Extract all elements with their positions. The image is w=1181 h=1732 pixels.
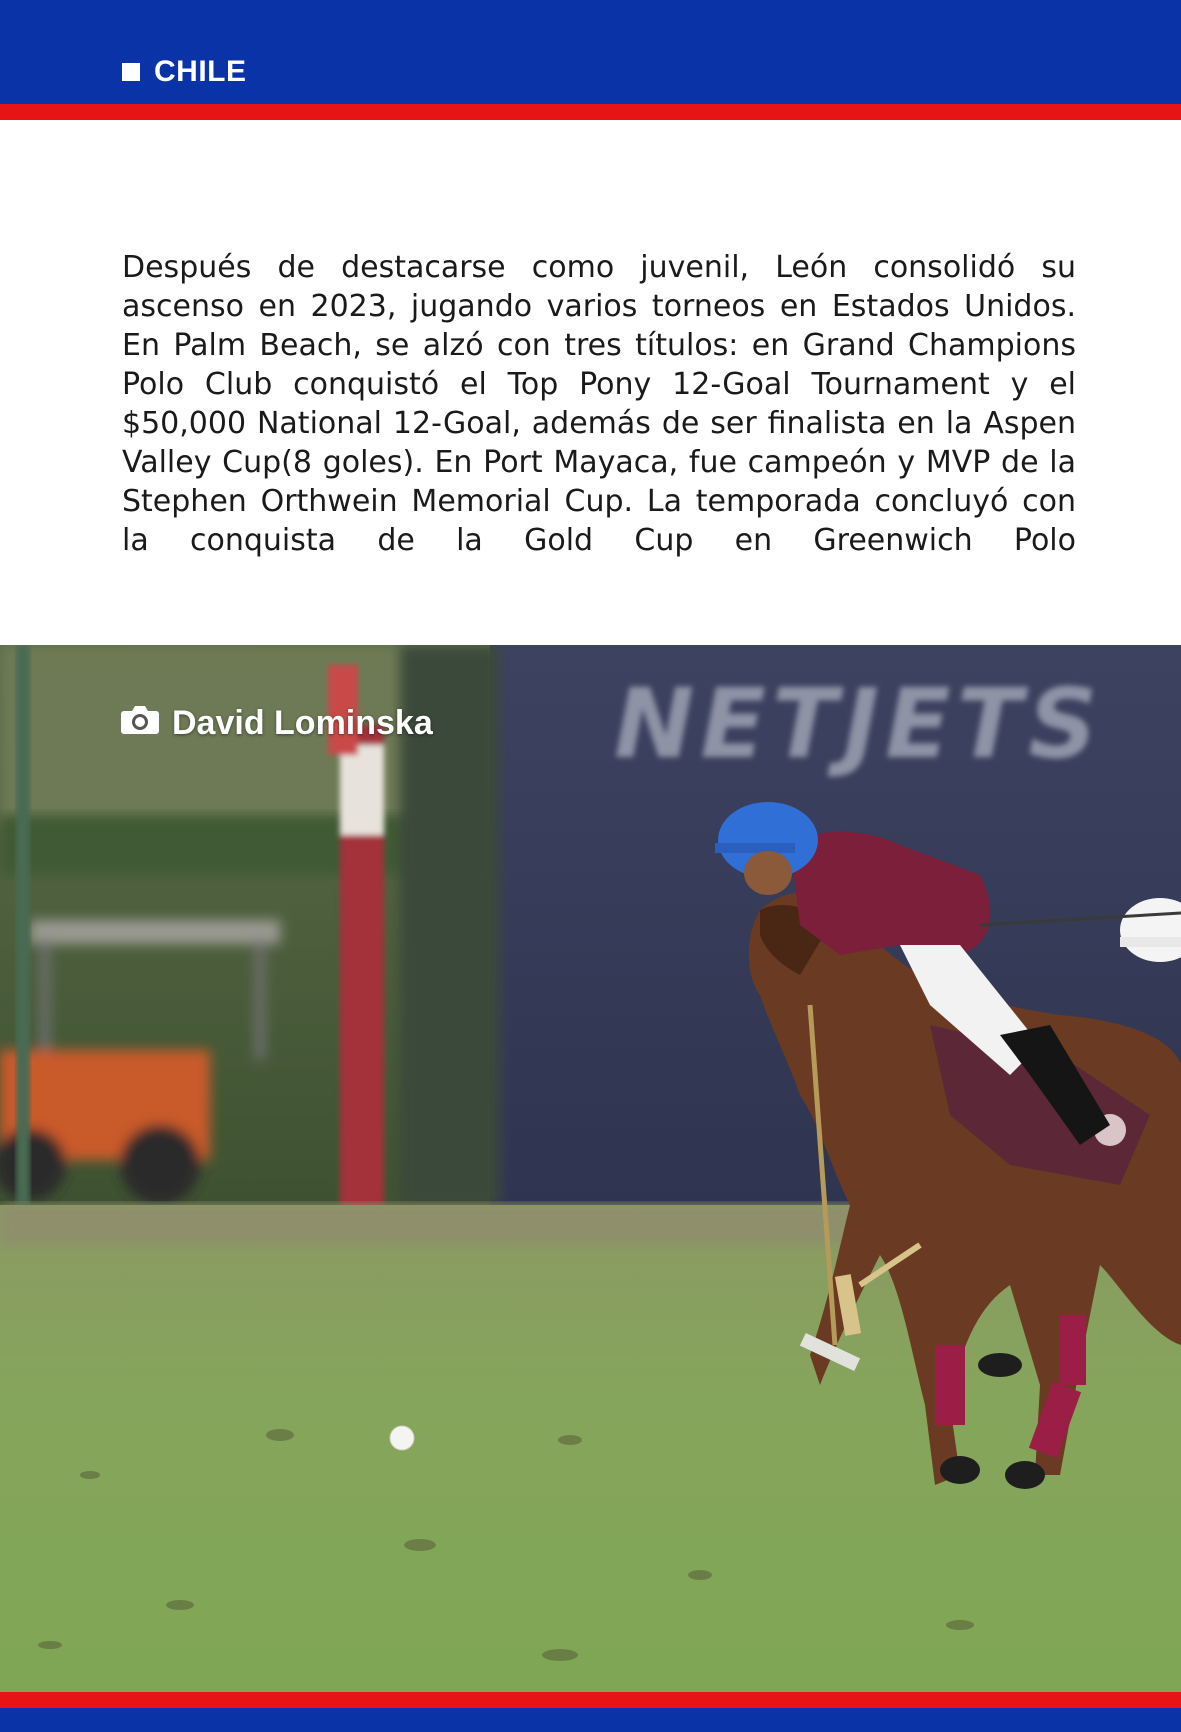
footer-band <box>0 1708 1181 1732</box>
photo-credit <box>120 700 433 746</box>
section-title: CHILE <box>154 55 247 88</box>
article-paragraph: Después de destacarse como juvenil, León consolidó su ascenso en 2023, jugando varios torneos en Estados Unidos. En Palm Beach, se alzó con tres títulos: en Grand Champions Polo Club conquistó el Top Pony 12-Goal Tournament y el $50,000 National 12-Goal, además de ser finalista en la Aspen Valley Cup(8 goles). En Port Mayaca, fue campeón y MVP de la Stephen Orthwein Memorial Cup. La temporada concluyó con la conquista de la Gold Cup en Greenwich Polo <box>122 250 1076 558</box>
photo-credit-name: David Lominska <box>172 703 433 742</box>
section-label <box>122 52 247 92</box>
netjets-banner: NETJETS <box>614 668 1104 780</box>
polo-photo <box>0 645 1181 1692</box>
footer-red-stripe <box>0 1692 1181 1708</box>
square-icon <box>122 63 140 81</box>
header-red-stripe <box>0 104 1181 120</box>
camera-icon <box>120 703 160 744</box>
